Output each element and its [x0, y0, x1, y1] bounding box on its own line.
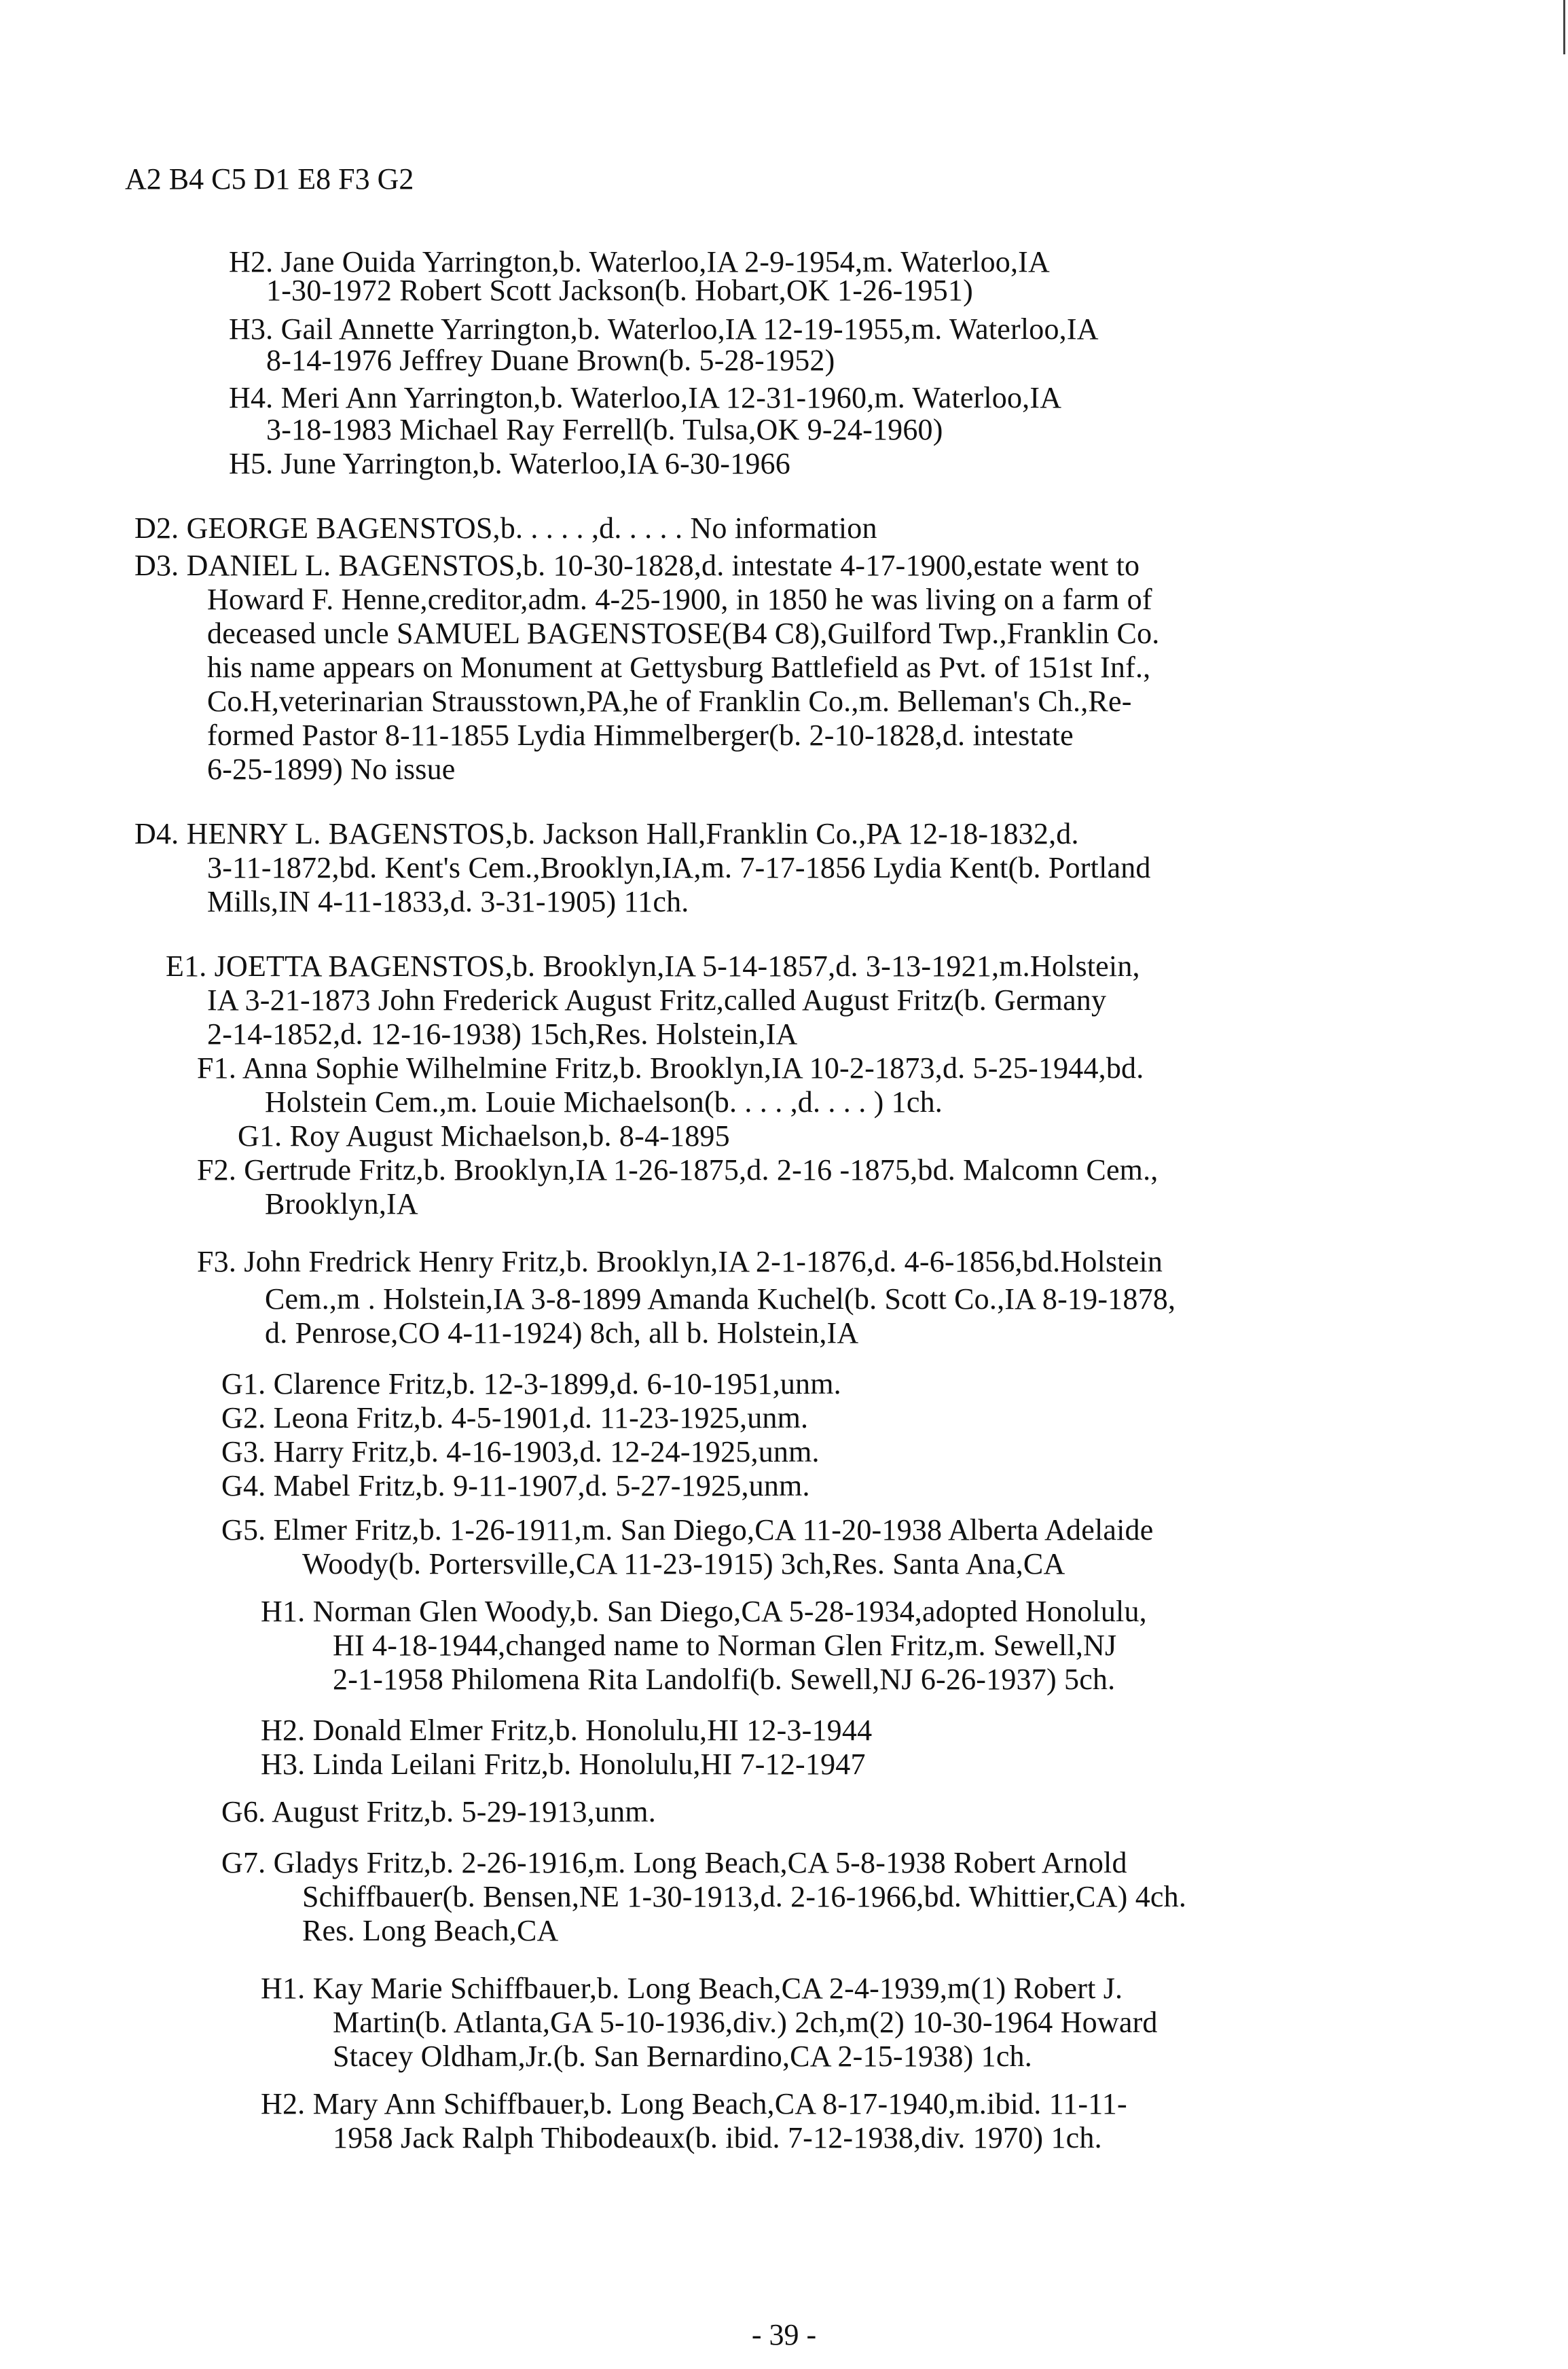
text-line: H5. June Yarrington,b. Waterloo,IA 6-30-1966 [229, 447, 790, 480]
text-line: E1. JOETTA BAGENSTOS,b. Brooklyn,IA 5-14-1857,d. 3-13-1921,m.Holstein, [166, 950, 1140, 983]
text-line: H2. Jane Ouida Yarrington,b. Waterloo,IA 2-9-1954,m. Waterloo,IA [229, 245, 1051, 278]
text-line: G5. Elmer Fritz,b. 1-26-1911,m. San Diego,CA 11-20-1938 Alberta Adelaide [221, 1513, 1154, 1547]
text-line: D2. GEORGE BAGENSTOS,b. . . . . ,d. . . . . No information [134, 511, 877, 545]
text-line: 6-25-1899) No issue [207, 753, 456, 786]
text-line: HI 4-18-1944,changed name to Norman Glen Fritz,m. Sewell,NJ [333, 1629, 1117, 1662]
text-line: H1. Norman Glen Woody,b. San Diego,CA 5-28-1934,adopted Honolulu, [261, 1595, 1147, 1628]
text-line: Schiffbauer(b. Bensen,NE 1-30-1913,d. 2-16-1966,bd. Whittier,CA) 4ch. [302, 1880, 1187, 1913]
text-line: 8-14-1976 Jeffrey Duane Brown(b. 5-28-1952) [266, 344, 835, 377]
text-line: G3. Harry Fritz,b. 4-16-1903,d. 12-24-1925,unm. [221, 1435, 820, 1468]
text-line: Co.H,veterinarian Strausstown,PA,he of Franklin Co.,m. Belleman's Ch.,Re- [207, 685, 1132, 718]
text-line: formed Pastor 8-11-1855 Lydia Himmelberger(b. 2-10-1828,d. intestate [207, 719, 1074, 752]
text-line: 3-11-1872,bd. Kent's Cem.,Brooklyn,IA,m. 7-17-1856 Lydia Kent(b. Portland [207, 851, 1151, 884]
text-line: 3-18-1983 Michael Ray Ferrell(b. Tulsa,OK 9-24-1960) [266, 413, 943, 446]
text-line: G4. Mabel Fritz,b. 9-11-1907,d. 5-27-1925,unm. [221, 1469, 810, 1502]
text-line: 2-14-1852,d. 12-16-1938) 15ch,Res. Holstein,IA [207, 1017, 798, 1051]
generation-header: A2 B4 C5 D1 E8 F3 G2 [125, 162, 414, 196]
text-line: Brooklyn,IA [265, 1187, 418, 1220]
text-line: Howard F. Henne,creditor,adm. 4-25-1900, in 1850 he was living on a farm of [207, 583, 1152, 616]
text-line: his name appears on Monument at Gettysburg Battlefield as Pvt. of 151st Inf., [207, 651, 1151, 684]
page-number: - 39 - [751, 2318, 817, 2351]
text-line: F3. John Fredrick Henry Fritz,b. Brooklyn,IA 2-1-1876,d. 4-6-1856,bd.Holstein [197, 1245, 1163, 1278]
text-line: H1. Kay Marie Schiffbauer,b. Long Beach,CA 2-4-1939,m(1) Robert J. [261, 1972, 1123, 2005]
text-line: H3. Gail Annette Yarrington,b. Waterloo,IA 12-19-1955,m. Waterloo,IA [229, 312, 1099, 346]
text-line: F1. Anna Sophie Wilhelmine Fritz,b. Brooklyn,IA 10-2-1873,d. 5-25-1944,bd. [197, 1051, 1144, 1085]
text-line: deceased uncle SAMUEL BAGENSTOSE(B4 C8),Guilford Twp.,Franklin Co. [207, 617, 1160, 650]
text-line: H2. Mary Ann Schiffbauer,b. Long Beach,CA 8-17-1940,m.ibid. 11-11- [261, 2087, 1127, 2120]
text-line: Holstein Cem.,m. Louie Michaelson(b. . . . ,d. . . . ) 1ch. [265, 1085, 943, 1119]
text-line: G2. Leona Fritz,b. 4-5-1901,d. 11-23-1925,unm. [221, 1401, 809, 1434]
text-line: D3. DANIEL L. BAGENSTOS,b. 10-30-1828,d. intestate 4-17-1900,estate went to [134, 549, 1140, 582]
text-line: Mills,IN 4-11-1833,d. 3-31-1905) 11ch. [207, 885, 689, 918]
text-line: G7. Gladys Fritz,b. 2-26-1916,m. Long Beach,CA 5-8-1938 Robert Arnold [221, 1846, 1127, 1879]
scan-edge-mark [1563, 0, 1565, 54]
text-line: 1958 Jack Ralph Thibodeaux(b. ibid. 7-12-1938,div. 1970) 1ch. [333, 2121, 1102, 2154]
text-line: G1. Roy August Michaelson,b. 8-4-1895 [238, 1119, 730, 1153]
text-line: Cem.,m . Holstein,IA 3-8-1899 Amanda Kuchel(b. Scott Co.,IA 8-19-1878, [265, 1282, 1176, 1316]
text-line: H4. Meri Ann Yarrington,b. Waterloo,IA 12-31-1960,m. Waterloo,IA [229, 381, 1062, 414]
text-line: Martin(b. Atlanta,GA 5-10-1936,div.) 2ch,m(2) 10-30-1964 Howard [333, 2006, 1158, 2039]
text-line: Res. Long Beach,CA [302, 1914, 559, 1947]
text-line: H2. Donald Elmer Fritz,b. Honolulu,HI 12-3-1944 [261, 1714, 873, 1747]
text-line: IA 3-21-1873 John Frederick August Fritz,called August Fritz(b. Germany [207, 983, 1107, 1017]
text-line: G6. August Fritz,b. 5-29-1913,unm. [221, 1795, 656, 1828]
text-line: H3. Linda Leilani Fritz,b. Honolulu,HI 7-12-1947 [261, 1748, 866, 1781]
text-line: d. Penrose,CO 4-11-1924) 8ch, all b. Holstein,IA [265, 1316, 859, 1350]
text-line: 2-1-1958 Philomena Rita Landolfi(b. Sewell,NJ 6-26-1937) 5ch. [333, 1663, 1116, 1696]
text-line: Stacey Oldham,Jr.(b. San Bernardino,CA 2-15-1938) 1ch. [333, 2040, 1032, 2073]
text-line: F2. Gertrude Fritz,b. Brooklyn,IA 1-26-1875,d. 2-16 -1875,bd. Malcomn Cem., [197, 1153, 1159, 1187]
text-line: D4. HENRY L. BAGENSTOS,b. Jackson Hall,Franklin Co.,PA 12-18-1832,d. [134, 817, 1079, 850]
text-line: Woody(b. Portersville,CA 11-23-1915) 3ch,Res. Santa Ana,CA [302, 1547, 1065, 1580]
text-line: G1. Clarence Fritz,b. 12-3-1899,d. 6-10-1951,unm. [221, 1367, 841, 1400]
text-line: 1-30-1972 Robert Scott Jackson(b. Hobart,OK 1-26-1951) [266, 274, 973, 307]
